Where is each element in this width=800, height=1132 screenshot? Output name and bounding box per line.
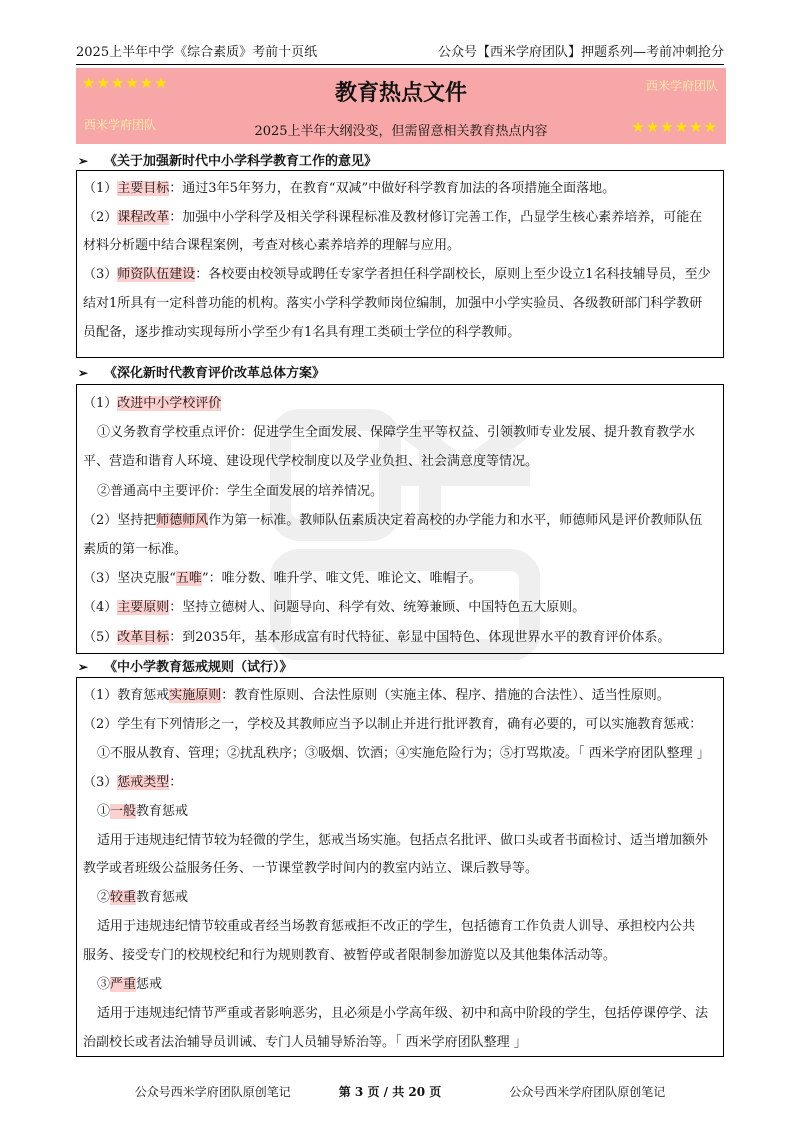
line-text: 平、营造和谐育人环境、建设现代学校制度以及学业负担、社会满意度等情况。 [83,454,539,470]
text-line [83,971,717,1000]
arrow-bullet-icon: ➢ [78,154,89,168]
text-line [83,740,717,769]
highlight-term: 改进中小学校评价 [117,396,222,411]
text-line [83,319,717,348]
line-text: 惩戒 [136,977,163,993]
stars-left: ★★★★★★ [82,74,169,92]
line-text: ：到2035年，基本形成富有时代特征、彰显中国特色、体现世界水平的教育评价体系。 [169,629,671,645]
footer-left: 公众号西米学府团队原创笔记 [134,1085,291,1099]
highlight-term: 惩戒类型 [117,774,170,790]
page-header [76,36,724,65]
line-text: 服务、接受专门的校规校纪和行为规则教育、被暂停或者限制参加游览以及其他集体活动等。 [83,948,617,964]
highlight-term: 师资队伍建设 [117,267,196,283]
text-line [83,913,717,942]
line-prefix: ② [97,890,111,906]
text-line [83,884,717,913]
line-prefix: ② [97,483,111,499]
arrow-bullet-icon: ➢ [78,366,89,380]
header-left: 2025上半年中学《综合素质》考前十页纸 [76,45,318,60]
text-line [83,447,717,476]
section-heading [78,150,377,169]
text-line [83,564,717,593]
header-right: 公众号【西米学府团队】押题系列—考前冲刺抢分 [437,45,724,60]
line-text: ：各校要由校领导或聘任专家学者担任科学副校长，原则上至少设立1名科技辅导员，至少 [195,267,711,283]
text-line [83,769,717,798]
highlight-term: 五唯 [175,571,202,587]
line-text: ：通过3年5年努力，在教育“双减”中做好科学教育加法的各项措施全面落地。 [169,181,616,196]
page-number: 第 3 页 / 共 20 页 [338,1085,442,1099]
line-text: 教育惩戒 [136,890,189,906]
line-prefix: （2） [83,716,118,732]
line-text: 适用于违规违纪情节较为轻微的学生，惩戒当场实施。包括点名批评、做口头或者书面检讨、适当增加额外 [97,832,709,848]
highlight-term: 较重 [110,890,137,906]
line-prefix: （2）坚持把 [83,512,157,528]
highlight-term: 师德师风 [156,512,209,528]
text-line [83,418,717,447]
line-text: 教育惩戒 [136,803,189,819]
line-prefix: ③ [97,977,111,993]
highlight-term: 实施原则 [169,688,222,703]
highlight-term: 主要目标 [117,181,170,196]
text-line [83,232,717,261]
line-text: 结对1所具有一定科普功能的机构。落实小学科学教师岗位编制，加强中小学实验员、各级教研部门科学教研 [83,295,703,311]
line-prefix: ① [97,803,111,819]
text-line [83,477,717,506]
highlight-term: 课程改革 [117,209,170,225]
section-box [76,170,724,358]
arrow-bullet-icon: ➢ [78,660,89,674]
text-line [83,827,717,856]
text-line [83,855,717,884]
page-subtitle: 2025上半年大纲没变，但需留意相关教育热点内容 [254,124,548,139]
line-text: 作为第一标准。教师队伍素质决定着高校的办学能力和水平，师德师风是评价教师队伍 [208,512,703,528]
title-banner [76,68,726,144]
text-line [83,389,717,418]
line-text: ”：唯分数、唯升学、唯文凭、唯论文、唯帽子。 [201,571,482,587]
text-line [83,290,717,319]
line-prefix: （3） [83,267,118,283]
section-box [76,384,724,654]
line-text: 员配备，逐步推动实现每所小学至少有1名具有理工类硕士学位的科学教师。 [83,324,521,340]
text-line [83,1000,717,1029]
text-line [83,175,717,204]
banner-mark-top-right: 西米学府团队 [645,79,718,93]
line-text: 适用于违规违纪情节严重或者影响恶劣，且必须是小学高年级、初中和高中阶段的学生，包括停课停学、法 [97,1005,709,1021]
text-line [83,942,717,971]
highlight-term: 主要原则 [117,600,170,616]
section-heading [78,362,325,381]
section-title: 《关于加强新时代中小学科学教育工作的意见》 [104,154,378,169]
line-text: 学生有下列情形之一，学校及其教师应当予以制止并进行批评教育，确有必要的，可以实施教育惩戒： [117,716,703,732]
line-prefix: （3）坚决克服“ [83,571,176,587]
line-prefix: （1）教育惩戒 [83,688,170,703]
line-text: 普通高中主要评价：学生全面发展的培养情况。 [110,483,384,499]
text-line [83,1029,717,1058]
line-text: ： [169,774,183,790]
line-prefix: （3） [83,774,118,790]
text-line [83,506,717,535]
text-line [83,593,717,622]
line-prefix: （1） [83,396,118,411]
stars-right: ★★★★★★ [631,118,718,136]
line-text: ①不服从教育、管理；②扰乱秩序；③吸烟、饮酒；④实施危险行为；⑤打骂欺凌。「 西米学府团队整理 」 [97,745,710,761]
page-title: 教育热点文件 [334,80,467,106]
line-prefix: ① [97,425,111,441]
line-text: 义务教育学校重点评价：促进学生全面发展、保障学生平等权益、引领教师专业发展、提升教育教学水 [110,425,696,441]
text-line [83,711,717,740]
highlight-term: 改革目标 [117,629,170,645]
section-heading [78,656,293,675]
line-text: 材料分析题中结合课程案例，考查对核心素养培养的理解与应用。 [83,238,461,254]
highlight-term: 一般 [110,803,137,819]
line-text: 教学或者班级公益服务任务、一节课堂教学时间内的教室内站立、课后教导等。 [83,861,539,877]
section-box [76,677,724,1057]
text-line [83,798,717,827]
page-footer [0,1083,800,1100]
text-line [83,204,717,233]
section-title: 《深化新时代教育评价改革总体方案》 [104,366,326,381]
text-line [83,623,717,652]
banner-mark-bottom-left: 西米学府团队 [84,118,157,132]
line-prefix: （5） [83,629,118,645]
line-text: ：坚持立德树人、问题导向、科学有效、统筹兼顾、中国特色五大原则。 [169,600,586,616]
line-prefix: （1） [83,181,118,196]
text-line [83,261,717,290]
line-text: 素质的第一标准。 [83,542,188,558]
line-prefix: （4） [83,600,118,616]
line-text: 治副校长或者法治辅导员训诫、专门人员辅导矫治等。「 西米学府团队整理 」 [83,1034,527,1050]
line-text: ：教育性原则、合法性原则（实施主体、程序、措施的合法性）、适当性原则。 [221,688,670,703]
highlight-term: 严重 [110,977,137,993]
text-line [83,682,717,711]
line-prefix: （2） [83,209,118,225]
line-text: ：加强中小学科学及相关学科课程标准及教材修订完善工作，凸显学生核心素养培养，可能在 [169,209,703,225]
text-line [83,535,717,564]
footer-right: 公众号西米学府团队原创笔记 [509,1085,666,1099]
section-title: 《中小学教育惩戒规则（试行）》 [104,660,293,675]
line-text: 适用于违规违纪情节较重或者经当场教育惩戒拒不改正的学生，包括德育工作负责人训导、承担校内公共 [97,919,696,935]
